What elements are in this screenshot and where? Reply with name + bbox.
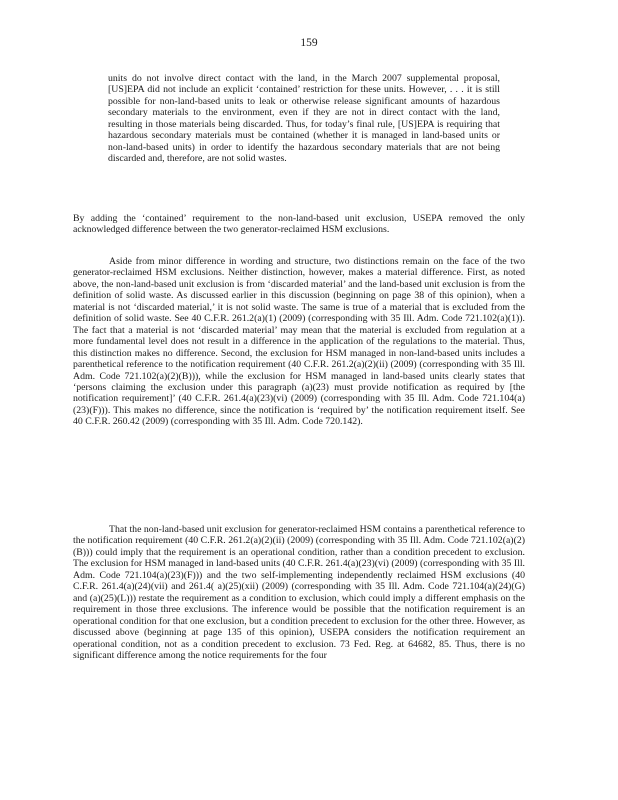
page-number: 159 <box>300 37 318 49</box>
block-quote: units do not involve direct contact with the land, in the March 2007 supplemental proposal, [US]EPA did not include an explicit ‘contained’ restriction for these units. However, . . . it is still possible for non-land-based units to leak or otherwise release significant amounts of hazardous secondary materials to the environment, even if they are not in direct contact with the land, resulting in those materials being discarded. Thus, for today’s final rule, [US]EPA is requiring that hazardous secondary materials must be contained (whether it is managed in land-based units or non-land-based units) in order to identify the hazardous secondary materials that are not being discarded and, therefore, are not solid wastes. <box>108 73 500 165</box>
paragraph: That the non-land-based unit exclusion for generator-reclaimed HSM contains a parenthetical reference to the notification requirement (40 C.F.R. 261.2(a)(2)(ii) (2009) (corresponding with 35 Ill. Adm. Code 721.102(a)(2)(B))) could imply that the requirement is an operational condition, rather than a condition precedent to exclusion. The exclusion for HSM managed in land-based units (40 C.F.R. 261.4(a)(23)(vi) (2009) (corresponding with 35 Ill. Adm. Code 721.104(a)(23)(F))) and the two self-implementing independently reclaimed HSM exclusions (40 C.F.R. 261.4(a)(24)(vii) and 261.4( a)(25)(xii) (2009) (corresponding with 35 Ill. Adm. Code 721.104(a)(24)(G) and (a)(25)(L))) restate the requirement as a condition to exclusion, which could imply a different emphasis on the requirement in those three exclusions. The inference would be possible that the notification requirement is an operational condition for that one exclusion, but a condition precedent to exclusion for the other three. However, as discussed above (beginning at page 135 of this opinion), USEPA considers the notification requirement an operational condition, not as a condition precedent to exclusion. 73 Fed. Reg. at 64682, 85. Thus, there is no significant difference among the notice requirements for the four <box>73 524 525 661</box>
paragraph: By adding the ‘contained’ requirement to the non-land-based unit exclusion, USEPA removed the only acknowledged difference between the two generator-reclaimed HSM exclusions. <box>73 213 525 236</box>
paragraph: Aside from minor difference in wording and structure, two distinctions remain on the face of the two generator-reclaimed HSM exclusions. Neither distinction, however, makes a material difference. First, as noted above, the non-land-based unit exclusion is from ‘discarded material’ and the land-based unit exclusion is from the definition of solid waste. As discussed earlier in this discussion (beginning on page 38 of this opinion), when a material is not ‘discarded material,’ it is not solid waste. The same is true of a material that is excluded from the definition of solid waste. See 40 C.F.R. 261.2(a)(1) (2009) (corresponding with 35 Ill. Adm. Code 721.102(a)(1)). The fact that a material is not ‘discarded material’ may mean that the material is excluded from regulation at a more fundamental level does not result in a difference in the application of the regulations to the material. Thus, this distinction makes no difference. Second, the exclusion for HSM managed in non-land-based units includes a parenthetical reference to the notification requirement (40 C.F.R. 261.2(a)(2)(ii) (2009) (corresponding with 35 Ill. Adm. Code 721.102(a)(2)(B))), while the exclusion for HSM managed in land-based units clearly states that ‘persons claiming the exclusion under this paragraph (a)(23) must provide notification as required by [the notification requirement]’ (40 C.F.R. 261.4(a)(23)(vi) (2009) (corresponding with 35 Ill. Adm. Code 721.104(a)(23)(F))). This makes no difference, since the notification is ‘required by’ the notification requirement itself. See 40 C.F.R. 260.42 (2009) (corresponding with 35 Ill. Adm. Code 720.142). <box>73 256 525 428</box>
